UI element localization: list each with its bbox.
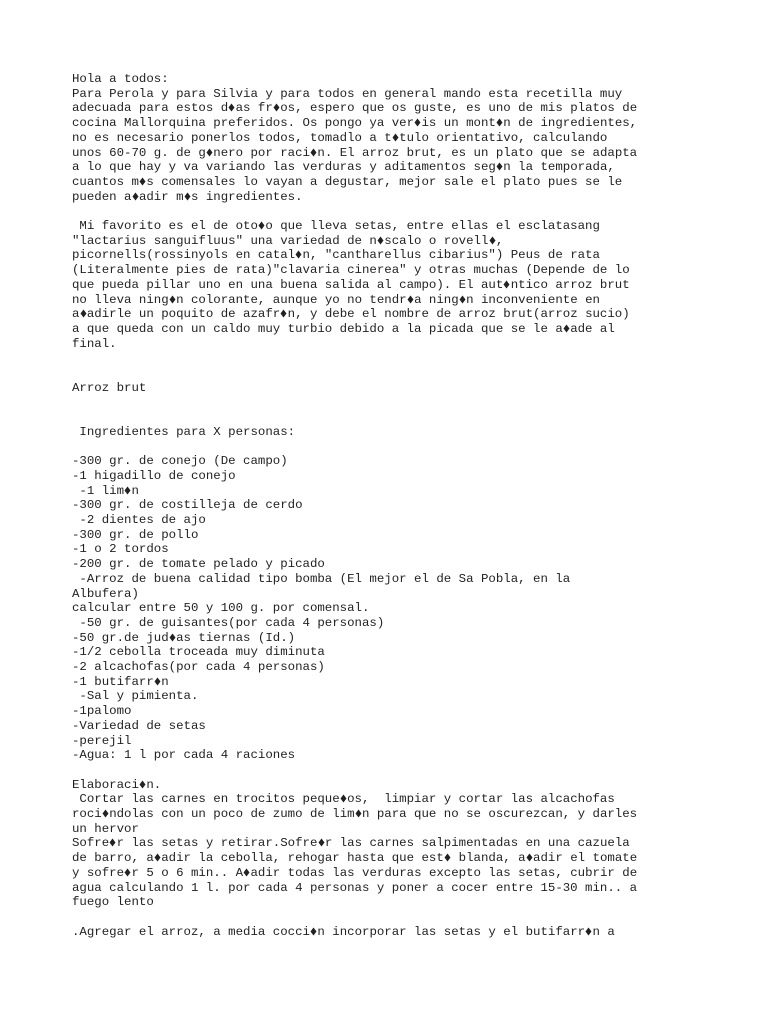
text-line: fuego lento (72, 895, 154, 910)
text-line: a lo que hay y va variando las verduras y aditamentos seg n la temporada, (72, 160, 615, 175)
diamond-replacement-icon (414, 116, 421, 131)
diamond-replacement-icon (563, 322, 570, 337)
diamond-replacement-icon (139, 778, 146, 793)
diamond-replacement-icon (206, 146, 213, 161)
diamond-replacement-icon (228, 101, 235, 116)
diamond-replacement-icon (377, 234, 384, 249)
text-line: -2 alcachofas(por cada 4 personas) (72, 660, 325, 675)
diamond-replacement-icon (295, 248, 302, 263)
text-line: no es necesario ponerlos todos, tomadlo a t tulo orientativo, calculando (72, 130, 608, 145)
blank-line (72, 440, 692, 455)
diamond-replacement-icon (154, 675, 161, 690)
diamond-replacement-icon (488, 234, 495, 249)
text-line: -2 dientes de ajo (72, 513, 206, 527)
diamond-replacement-icon (273, 101, 280, 116)
text-line: (Literalmente pies de rata)"clavaria cinerea" y otras muchas (Depende de lo (72, 263, 630, 278)
text-line: -Variedad de setas (72, 718, 206, 733)
diamond-replacement-icon (310, 146, 317, 161)
diamond-replacement-icon (124, 866, 131, 881)
diamond-replacement-icon (503, 278, 510, 293)
text-line: -1 butifarr n (72, 674, 169, 689)
diamond-replacement-icon (340, 792, 347, 807)
text-line: -200 gr. de tomate pelado y picado (72, 557, 325, 572)
text-line: un hervor (72, 821, 139, 836)
text-line: Ingredientes para X personas: (72, 424, 296, 439)
diamond-replacement-icon (496, 160, 503, 175)
text-line: roci ndolas con un poco de zumo de lim n para que no se oscurezcan, y darles (72, 807, 638, 822)
diamond-replacement-icon (102, 807, 109, 822)
recipe-title: Arroz brut (72, 380, 147, 395)
text-line: -1 o 2 tordos (72, 542, 169, 557)
text-line: Albufera) (72, 586, 139, 601)
diamond-replacement-icon (109, 836, 116, 851)
text-line: -1palomo (72, 704, 132, 719)
text-line: -Arroz de buena calidad tipo bomba (El mejor el de Sa Pobla, en la (72, 571, 571, 586)
text-line: y sofre r 5 o 6 min.. A adir todas las verduras excepto las setas, cubrir de (72, 865, 638, 880)
text-line: -Agua: 1 l por cada 4 raciones (72, 748, 296, 763)
diamond-replacement-icon (444, 851, 451, 866)
text-line: -300 gr. de pollo (72, 527, 199, 542)
diamond-replacement-icon (184, 190, 191, 205)
diamond-replacement-icon (139, 175, 146, 190)
text-line: Cortar las carnes en trocitos peque os, limpiar y cortar las alcachofas (72, 792, 615, 807)
diamond-replacement-icon (585, 925, 592, 940)
blank-line (72, 351, 692, 366)
diamond-replacement-icon (392, 131, 399, 146)
diamond-replacement-icon (169, 631, 176, 646)
text-line: cocina Mallorquina preferidos. Os pongo ya ver is un mont n de ingredientes, (72, 116, 638, 131)
text-line: de barro, a adir la cebolla, rehogar hasta que est blanda, a adir el tomate (72, 851, 638, 866)
diamond-replacement-icon (496, 116, 503, 131)
text-line: -300 gr. de costilleja de cerdo (72, 498, 303, 513)
recipe-text (72, 72, 692, 939)
diamond-replacement-icon (124, 484, 131, 499)
blank-line (72, 910, 692, 925)
text-line: calcular entre 50 y 100 g. por comensal. (72, 601, 370, 616)
diamond-replacement-icon (154, 851, 161, 866)
text-line: unos 60-70 g. de g nero por raci n. El arroz brut, es un plato que se adapta (72, 145, 638, 160)
text-line: -perejil (72, 733, 132, 748)
diamond-replacement-icon (169, 293, 176, 308)
text-line: cuantos m s comensales lo vayan a degustar, mejor sale el plato pues se le (72, 174, 623, 189)
text-line: -50 gr.de jud as tiernas (Id.) (72, 630, 296, 645)
text-line: adecuada para estos d as fr os, espero que os guste, es uno de mis platos de (72, 101, 638, 116)
text-line: .Agregar el arroz, a media cocci n incorporar las setas y el butifarr n a (72, 924, 615, 939)
diamond-replacement-icon (310, 925, 317, 940)
text-line: -300 gr. de conejo (De campo) (72, 454, 288, 469)
diamond-replacement-icon (526, 851, 533, 866)
diamond-replacement-icon (280, 307, 287, 322)
text-line: que pueda pillar uno en una buena salida al campo). El aut ntico arroz brut (72, 277, 630, 292)
text-line: -1 lim n (72, 483, 139, 498)
text-line: Elaboraci n. (72, 777, 162, 792)
text-line: agua calculando 1 l. por cada 4 personas y poner a cocer entre 15-30 min.. a (72, 880, 638, 895)
text-line: final. (72, 336, 117, 351)
text-line: picornells(rossinyols en catal n, "cantharellus cibarius") Peus de rata (72, 248, 600, 263)
blank-line (72, 204, 692, 219)
text-line: a adirle un poquito de azafr n, y debe el nombre de arroz brut(arroz sucio) (72, 307, 630, 322)
diamond-replacement-icon (459, 293, 466, 308)
text-line: pueden a adir m s ingredientes. (72, 189, 303, 204)
diamond-replacement-icon (243, 866, 250, 881)
text-line: -1 higadillo de conejo (72, 468, 236, 483)
diamond-replacement-icon (355, 807, 362, 822)
diamond-replacement-icon (258, 219, 265, 234)
diamond-replacement-icon (132, 190, 139, 205)
text-line: Sofre r las setas y retirar.Sofre r las carnes salpimentadas en una cazuela (72, 836, 630, 851)
diamond-replacement-icon (79, 307, 86, 322)
text-line: -Sal y pimienta. (72, 689, 199, 704)
text-line: Para Perola y para Silvia y para todos en general mando esta recetilla muy (72, 86, 623, 101)
diamond-replacement-icon (407, 293, 414, 308)
text-line: Hola a todos: (72, 72, 169, 86)
text-line: a que queda con un caldo muy turbio debido a la picada que se le a ade al (72, 321, 615, 336)
text-line: Mi favorito es el de oto o que lleva setas, entre ellas el esclatasang (72, 219, 600, 234)
diamond-replacement-icon (317, 836, 324, 851)
text-line: "lactarius sanguifluus" una variedad de n scalo o rovell , (72, 233, 504, 248)
text-line: -50 gr. de guisantes(por cada 4 personas) (72, 615, 385, 630)
text-line: no lleva ning n colorante, aunque yo no tendr a ning n inconveniente en (72, 292, 600, 307)
blank-line (72, 763, 692, 778)
text-line: -1/2 cebolla troceada muy diminuta (72, 645, 325, 660)
blank-line (72, 410, 692, 425)
blank-line (72, 395, 692, 410)
blank-line (72, 366, 692, 381)
